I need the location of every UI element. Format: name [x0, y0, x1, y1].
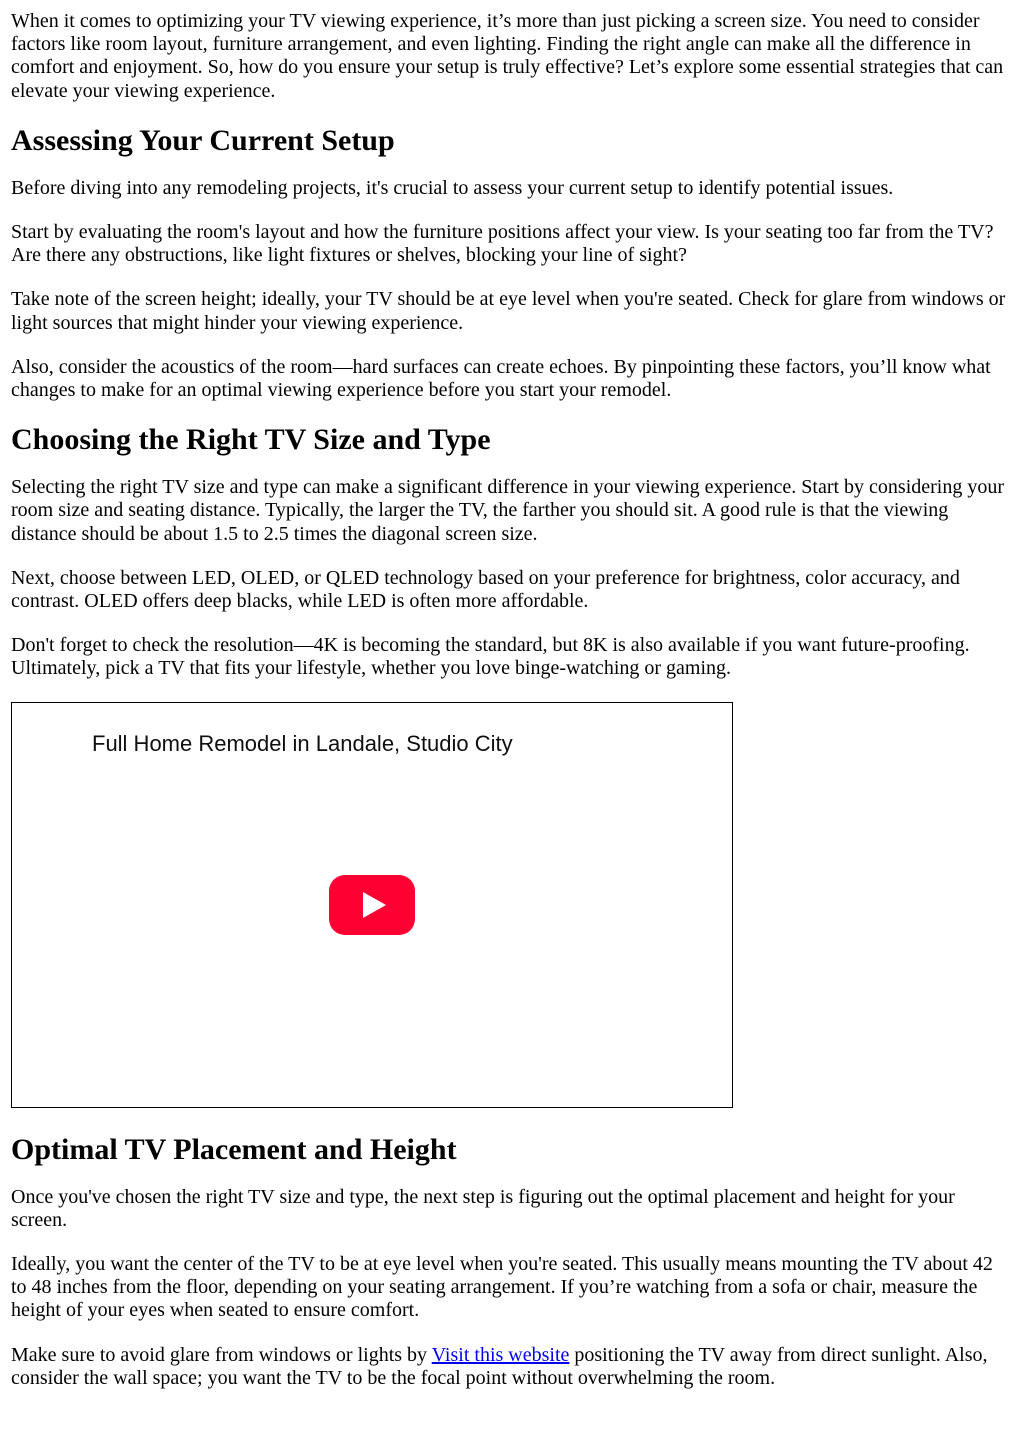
- paragraph: Ideally, you want the center of the TV to be at eye level when you're seated. This usually means mounting the TV about 42 to 48 inches from the floor, depending on your seating arrangement. If you’re watching from a sofa or chair, measure the height of your eyes when seated to ensure comfort.: [11, 1253, 993, 1322]
- paragraph: Selecting the right TV size and type can make a significant difference in your viewing experience. Start by considering your room size and seating distance. Typically, the larger the TV, the farther you should sit. A good rule is that the viewing distance should be about 1.5 to 2.5 times the diagonal screen size.: [11, 476, 1005, 545]
- paragraph: Don't forget to check the resolution—4K is becoming the standard, but 8K is also available if you want future-proofing. Ultimately, pick a TV that fits your lifestyle, whether you love binge-watching or gaming.: [11, 634, 970, 680]
- paragraph: Take note of the screen height; ideally, your TV should be at eye level when you're seated. Check for glare from windows or light sources that might hinder your viewing experience.: [11, 288, 1006, 334]
- intro-paragraph: When it comes to optimizing your TV viewing experience, it’s more than just picking a screen size. You need to consider factors like room layout, furniture arrangement, and even lighting. Finding the right angle can make all the difference in comfort and enjoyment. So, how do you ensure your setup is truly effective? Let’s explore some essential strategies that can elevate your viewing experience.: [11, 10, 1004, 102]
- youtube-play-icon[interactable]: [329, 875, 415, 935]
- paragraph: Start by evaluating the room's layout and how the furniture positions affect your view. Is your seating too far from the TV? Are there any obstructions, like light fixtures or shelves, blocking your line of sight?: [11, 221, 994, 267]
- section-heading-placement: Optimal TV Placement and Height: [11, 1132, 457, 1166]
- video-embed[interactable]: [11, 702, 733, 1108]
- paragraph: Once you've chosen the right TV size and type, the next step is figuring out the optimal placement and height for your screen.: [11, 1185, 955, 1231]
- section-heading-choosing: Choosing the Right TV Size and Type: [11, 423, 491, 457]
- paragraph-text: Make sure to avoid glare from windows or lights by: [11, 1343, 432, 1366]
- video-title[interactable]: Full Home Remodel in Landale, Studio City: [92, 730, 513, 756]
- section-heading-assessing: Assessing Your Current Setup: [11, 123, 395, 157]
- paragraph: Next, choose between LED, OLED, or QLED technology based on your preference for brightness, color accuracy, and contrast. OLED offers deep blacks, while LED is often more affordable.: [11, 566, 960, 613]
- paragraph: Before diving into any remodeling projects, it's crucial to assess your current setup to identify potential issues.: [11, 176, 894, 199]
- paragraph-with-link: [11, 1344, 1013, 1390]
- paragraph-text: positioning the TV away from direct sunlight. Also, consider the wall space; you want the TV to be the focal point without overwhelming the room.: [11, 1343, 988, 1389]
- visit-website-link[interactable]: Visit this website: [431, 1343, 570, 1366]
- paragraph: Also, consider the acoustics of the room—hard surfaces can create echoes. By pinpointing these factors, you’ll know what changes to make for an optimal viewing experience before you start your remodel.: [11, 355, 991, 402]
